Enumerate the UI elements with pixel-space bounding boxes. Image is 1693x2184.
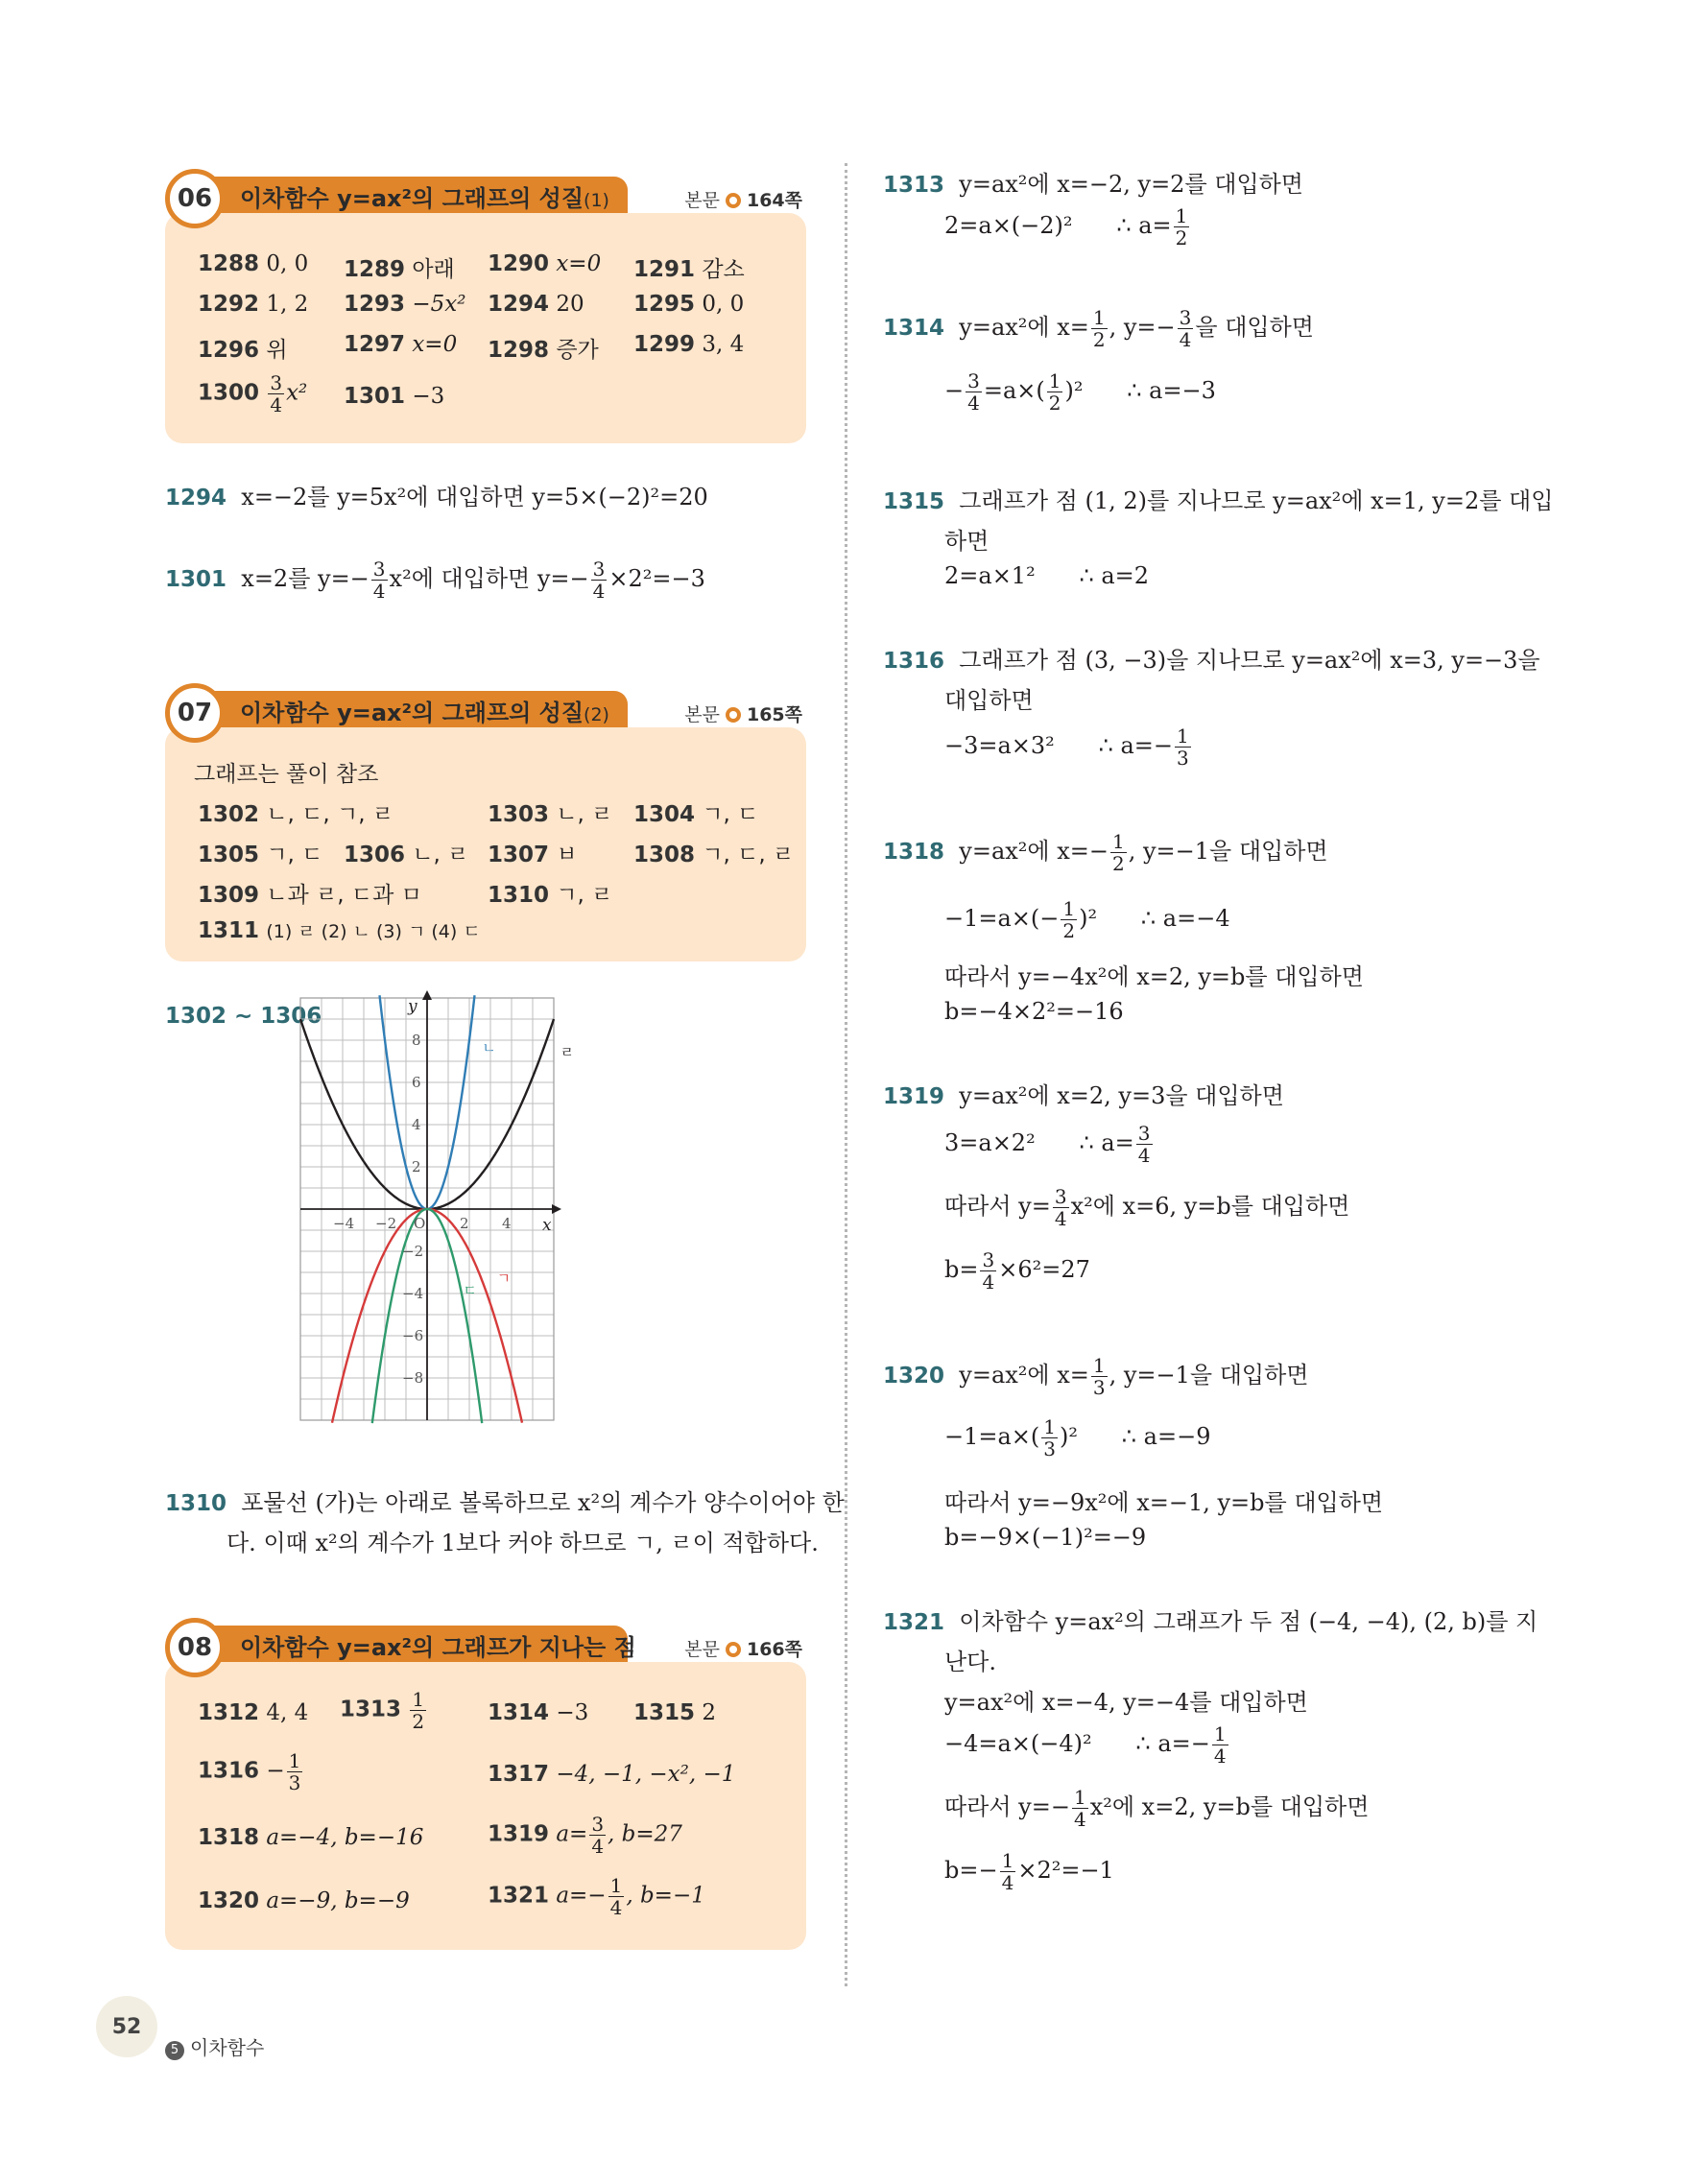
x-tick-label: O bbox=[414, 1215, 426, 1232]
solution-1315-line2: 하면 bbox=[944, 528, 990, 555]
y-tick-label: −6 bbox=[402, 1327, 424, 1344]
solution-1321-line6: b=− $\frac{1}{4}$ ×2²=−1 bbox=[944, 1849, 1114, 1894]
answer-box-08: 1312 4, 4 1313 $\frac{1}{2}$ 1314 −3 1315 2 1316 − $\frac{1}{3}$ 1317 −4, −1, −x², −1 1318 a=−4, b=−16 1319 a= $\frac{3}{4}$ , b=27 1320 a=−9, b=−9 1321 a=− $\frac{1}{4}$ , b=−1 bbox=[165, 1662, 806, 1950]
section-title: 이차함수 y=ax²의 그래프의 성질(2) bbox=[194, 691, 628, 735]
parabola-graph bbox=[288, 997, 575, 1420]
y-tick-label: −2 bbox=[402, 1243, 424, 1260]
answer-box-07: 그래프는 풀이 참조 1302 ㄴ, ㄷ, ㄱ, ㄹ 1303 ㄴ, ㄹ 1304 ㄱ, ㄷ 1305 ㄱ, ㄷ 1306 ㄴ, ㄹ 1307 ㅂ 1308 ㄱ, ㄷ, ㄹ 1309 ㄴ과 ㄹ, ㄷ과 ㅁ 1310 ㄱ, ㄹ 1311 (1) ㄹ (2) ㄴ (3) ㄱ (4) ㄷ bbox=[165, 727, 806, 961]
curve-label-ㄹ: ㄹ bbox=[560, 1043, 575, 1061]
solution-1313-calc: 2=a×(−2)² ∴ a= $\frac{1}{2}$ bbox=[944, 204, 1188, 249]
textbook-page-ref: 본문 165쪽 bbox=[684, 704, 802, 725]
arrow-circle-icon bbox=[726, 193, 741, 208]
solution-1321: 1321 이차함수 y=ax²의 그래프가 두 점 (−4, −4), (2, b)를 지 bbox=[883, 1608, 1538, 1635]
solution-1314: 1314 y=ax²에 x= $\frac{1}{2}$ , y=− $\frac{3}{4}$ 을 대입하면 bbox=[883, 306, 1314, 351]
solution-1319-line4: b= $\frac{3}{4}$ ×6²=27 bbox=[944, 1248, 1090, 1294]
solution-1320-line3: 따라서 y=−9x²에 x=−1, y=b를 대입하면 bbox=[944, 1489, 1384, 1516]
y-axis-label: y bbox=[408, 997, 417, 1016]
solution-1315: 1315 그래프가 점 (1, 2)를 지나므로 y=ax²에 x=1, y=2를 대입 bbox=[883, 487, 1554, 514]
x-axis-label: x bbox=[542, 1216, 552, 1235]
solution-1320-line4: b=−9×(−1)²=−9 bbox=[944, 1524, 1147, 1551]
solution-1319: 1319 y=ax²에 x=2, y=3을 대입하면 bbox=[883, 1082, 1284, 1109]
curve-label-ㄴ: ㄴ bbox=[482, 1039, 496, 1057]
x-axis-arrow bbox=[552, 1204, 561, 1214]
curve-label-ㄱ: ㄱ bbox=[496, 1270, 512, 1287]
solution-1321-line5: 따라서 y=− $\frac{1}{4}$ x²에 x=2, y=b를 대입하면 bbox=[944, 1786, 1370, 1831]
graph-label: 1302 ~ 1306 bbox=[165, 1004, 322, 1029]
solution-1316-calc: −3=a×3² ∴ a=− $\frac{1}{3}$ bbox=[944, 724, 1189, 770]
solution-1315-calc: 2=a×1² ∴ a=2 bbox=[944, 562, 1150, 589]
solution-1310-line2: 다. 이때 x²의 계수가 1보다 커야 하므로 ㄱ, ㄹ이 적합하다. bbox=[227, 1530, 819, 1556]
y-tick-label: 8 bbox=[412, 1032, 421, 1049]
solution-1314-calc: − $\frac{3}{4}$ =a×( $\frac{1}{2}$ )² ∴ a=−3 bbox=[944, 369, 1216, 415]
solution-1316-line2: 대입하면 bbox=[944, 687, 1034, 714]
solution-1321-line3: y=ax²에 x=−4, y=−4를 대입하면 bbox=[944, 1689, 1308, 1716]
y-axis-arrow bbox=[422, 990, 432, 1000]
solution-1318-calc: −1=a×(− $\frac{1}{2}$ )² ∴ a=−4 bbox=[944, 897, 1230, 942]
solution-1320-calc: −1=a×( $\frac{1}{3}$ )² ∴ a=−9 bbox=[944, 1415, 1211, 1460]
curve-label-ㄷ: ㄷ bbox=[463, 1282, 477, 1300]
solution-1301: 1301 x=2를 y=− $\frac{3}{4}$ x²에 대입하면 y=− $\frac{3}{4}$ ×2²=−3 bbox=[165, 558, 705, 603]
section-title: 이차함수 y=ax²의 그래프의 성질(1) bbox=[194, 177, 628, 221]
answer-box-06: 1288 0, 0 1289 아래 1290 x=0 1291 감소 1292 1, 2 1293 −5x² 1294 20 1295 0, 0 1296 위 1297 x=0 1298 증가 1299 3, 4 1300 $\frac{3}{4}$ x² 1301 −3 bbox=[165, 213, 806, 443]
x-tick-label: 4 bbox=[502, 1215, 512, 1232]
section-number-badge: 08 bbox=[165, 1618, 225, 1677]
section-title: 이차함수 y=ax²의 그래프가 지나는 점 bbox=[194, 1626, 628, 1670]
solution-1321-calc: −4=a×(−4)² ∴ a=− $\frac{1}{4}$ bbox=[944, 1722, 1227, 1768]
section-number-badge: 07 bbox=[165, 683, 225, 743]
solution-1294: 1294 x=−2를 y=5x²에 대입하면 y=5×(−2)²=20 bbox=[165, 484, 708, 510]
y-tick-label: 4 bbox=[412, 1116, 421, 1133]
solution-1319-calc: 3=a×2² ∴ a= $\frac{3}{4}$ bbox=[944, 1122, 1151, 1167]
solution-1318-line3: 따라서 y=−4x²에 x=2, y=b를 대입하면 bbox=[944, 963, 1364, 990]
page-number: 52 bbox=[96, 1996, 157, 2057]
x-tick-label: −2 bbox=[375, 1215, 397, 1232]
solution-1318: 1318 y=ax²에 x=− $\frac{1}{2}$ , y=−1을 대입하면 bbox=[883, 830, 1328, 875]
x-tick-label: −4 bbox=[333, 1215, 355, 1232]
x-tick-label: 2 bbox=[460, 1215, 469, 1232]
arrow-circle-icon bbox=[726, 707, 741, 723]
column-divider bbox=[845, 163, 847, 1986]
textbook-page-ref: 본문 164쪽 bbox=[684, 190, 802, 211]
solution-1313: 1313 y=ax²에 x=−2, y=2를 대입하면 bbox=[883, 171, 1303, 198]
arrow-circle-icon bbox=[726, 1642, 741, 1657]
solution-1321-line2: 난다. bbox=[944, 1649, 996, 1675]
y-tick-label: −8 bbox=[402, 1369, 424, 1387]
y-tick-label: 2 bbox=[412, 1158, 421, 1175]
solution-1310: 1310 포물선 (가)는 아래로 볼록하므로 x²의 계수가 양수이어야 한 bbox=[165, 1489, 845, 1516]
y-tick-label: 6 bbox=[412, 1074, 421, 1091]
textbook-page-ref: 본문 166쪽 bbox=[684, 1639, 802, 1660]
section-number-badge: 06 bbox=[165, 169, 225, 228]
y-tick-label: −4 bbox=[402, 1285, 424, 1302]
chapter-number-icon: 5 bbox=[165, 2041, 184, 2060]
solution-1319-line3: 따라서 y= $\frac{3}{4}$ x²에 x=6, y=b를 대입하면 bbox=[944, 1185, 1350, 1230]
solution-1320: 1320 y=ax²에 x= $\frac{1}{3}$ , y=−1을 대입하면 bbox=[883, 1354, 1309, 1399]
chapter-label: 5 이차함수 bbox=[165, 2032, 264, 2060]
solution-1318-line4: b=−4×2²=−16 bbox=[944, 998, 1124, 1025]
solution-1316: 1316 그래프가 점 (3, −3)을 지나므로 y=ax²에 x=3, y=−3을 bbox=[883, 647, 1540, 674]
